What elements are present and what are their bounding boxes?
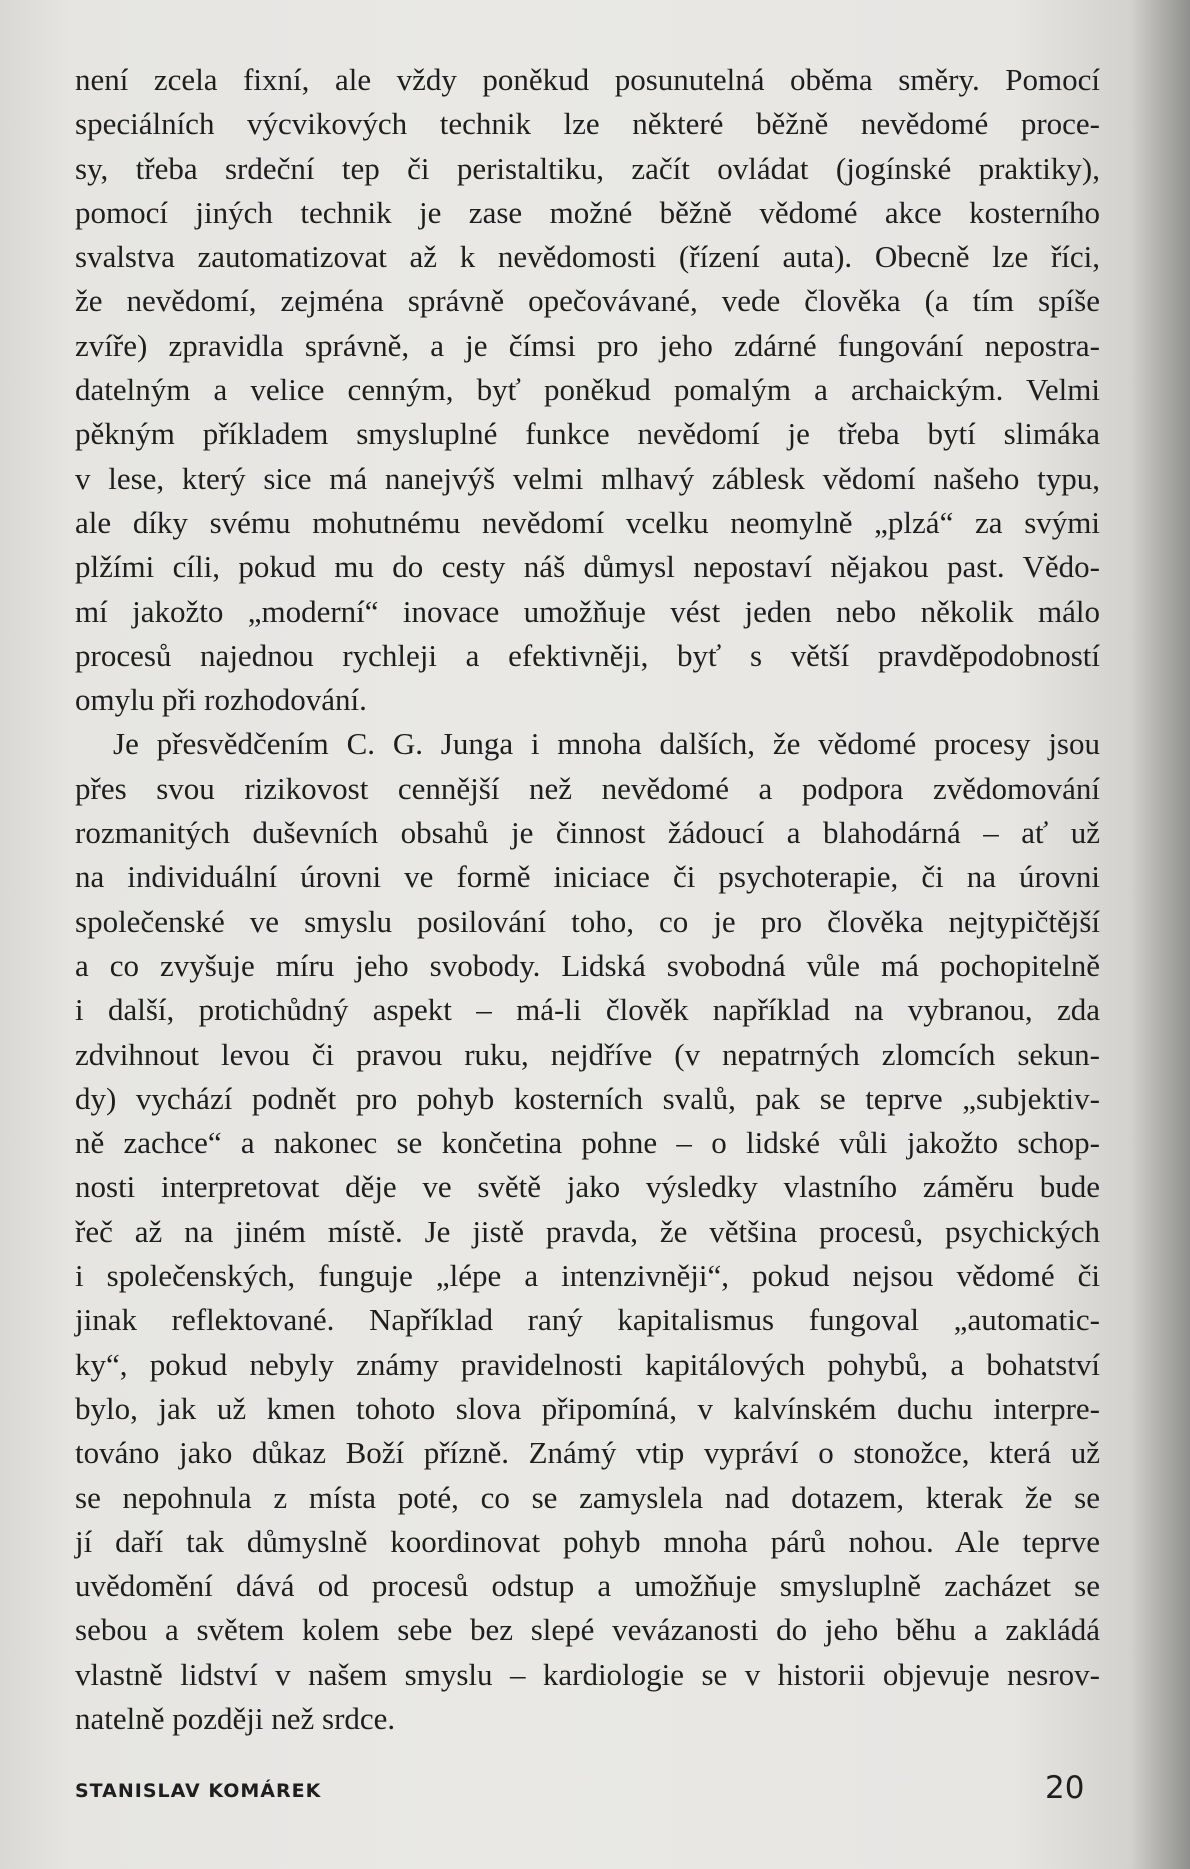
text-line: se nepohnula z místa poté, co se zamyslela nad dotazem, kterak že se xyxy=(75,1479,1100,1515)
text-line: procesů najednou rychleji a efektivněji, byť s větší pravděpodobností xyxy=(75,637,1100,673)
text-line: i další, protichůdný aspekt – má-li člověk například na vybranou, zda xyxy=(75,992,1100,1028)
text-line: rozmanitých duševních obsahů je činnost žádoucí a blahodárná – ať už xyxy=(75,815,1100,851)
text-line: že nevědomí, zejména správně opečovávané, vede člověka (a tím spíše xyxy=(75,283,1100,319)
text-line: bylo, jak už kmen tohoto slova připomíná, v kalvínském duchu interpre- xyxy=(75,1390,1100,1426)
text-line: jinak reflektované. Například raný kapitalismus fungoval „automatic- xyxy=(75,1302,1100,1338)
text-line: v lese, který sice má nanejvýš velmi mlhavý záblesk vědomí našeho typu, xyxy=(75,460,1100,496)
text-line: svalstva zautomatizovat až k nevědomosti (řízení auta). Obecně lze říci, xyxy=(75,239,1100,275)
paragraph xyxy=(75,58,1100,722)
text-line: není zcela fixní, ale vždy poněkud posunutelná oběma směry. Pomocí xyxy=(75,62,1100,97)
text-line: zdvihnout levou či pravou ruku, nejdříve (v nepatrných zlomcích sekun- xyxy=(75,1036,1100,1072)
text-line: ně zachce“ a nakonec se končetina pohne – o lidské vůli jakožto schop- xyxy=(75,1125,1100,1161)
text-line: pomocí jiných technik je zase možné běžně vědomé akce kosterního xyxy=(75,194,1100,230)
text-line: vlastně lidství v našem smyslu – kardiologie se v historii objevuje nesrov- xyxy=(75,1656,1100,1692)
text-line: ale díky svému mohutnému nevědomí vcelku neomylně „plzá“ za svými xyxy=(75,504,1100,540)
text-line: Je přesvědčením C. G. Junga i mnoha dalších, že vědomé procesy jsou xyxy=(113,726,1100,762)
text-line: přes svou rizikovost cennější než nevědomé a podpora zvědomování xyxy=(75,770,1100,806)
text-line: i společenských, funguje „lépe a intenzivněji“, pokud nejsou vědomé či xyxy=(75,1258,1100,1294)
text-line: dy) vychází podnět pro pohyb kosterních svalů, pak se teprve „subjektiv- xyxy=(75,1080,1100,1116)
text-line: společenské ve smyslu posilování toho, co je pro člověka nejtypičtější xyxy=(75,903,1100,939)
text-line: uvědomění dává od procesů odstup a umožňuje smysluplně zacházet se xyxy=(75,1568,1100,1604)
text-line: speciálních výcvikových technik lze některé běžně nevědomé proce- xyxy=(75,106,1100,142)
page-number: 20 xyxy=(1045,1770,1085,1806)
text-line: a co zvyšuje míru jeho svobody. Lidská svobodná vůle má pochopitelně xyxy=(75,947,1100,983)
text-line: zvíře) zpravidla správně, a je čímsi pro jeho zdárné fungování nepostra- xyxy=(75,327,1100,363)
footer-author: STANISLAV KOMÁREK xyxy=(75,1780,322,1802)
paragraph xyxy=(75,722,1100,1741)
text-line: natelně později než srdce. xyxy=(75,1700,396,1736)
text-line: jí daří tak důmyslně koordinovat pohyb mnoha párů nohou. Ale teprve xyxy=(75,1523,1100,1559)
text-line: plžími cíli, pokud mu do cesty náš důmysl nepostaví nějakou past. Vědo- xyxy=(75,549,1100,585)
text-line: řeč až na jiném místě. Je jistě pravda, že většina procesů, psychických xyxy=(75,1213,1100,1249)
text-line: sy, třeba srdeční tep či peristaltiku, začít ovládat (jogínské praktiky), xyxy=(75,150,1100,186)
text-line: ky“, pokud nebyly známy pravidelnosti kapitálových pohybů, a bohatství xyxy=(75,1346,1100,1382)
text-line: datelným a velice cenným, byť poněkud pomalým a archaickým. Velmi xyxy=(75,372,1100,408)
text-line: mí jakožto „moderní“ inovace umožňuje vést jeden nebo několik málo xyxy=(75,593,1100,629)
text-line: pěkným příkladem smysluplné funkce nevědomí je třeba bytí slimáka xyxy=(75,416,1100,452)
text-line: nosti interpretovat děje ve světě jako výsledky vlastního záměru bude xyxy=(75,1169,1100,1205)
text-line: na individuální úrovni ve formě iniciace či psychoterapie, či na úrovni xyxy=(75,859,1100,895)
text-line: sebou a světem kolem sebe bez slepé vevázanosti do jeho běhu a zakládá xyxy=(75,1612,1100,1648)
text-line: omylu při rozhodování. xyxy=(75,682,367,718)
body-text xyxy=(75,58,1100,1741)
text-line: továno jako důkaz Boží přízně. Známý vtip vypráví o stonožce, která už xyxy=(75,1435,1100,1471)
